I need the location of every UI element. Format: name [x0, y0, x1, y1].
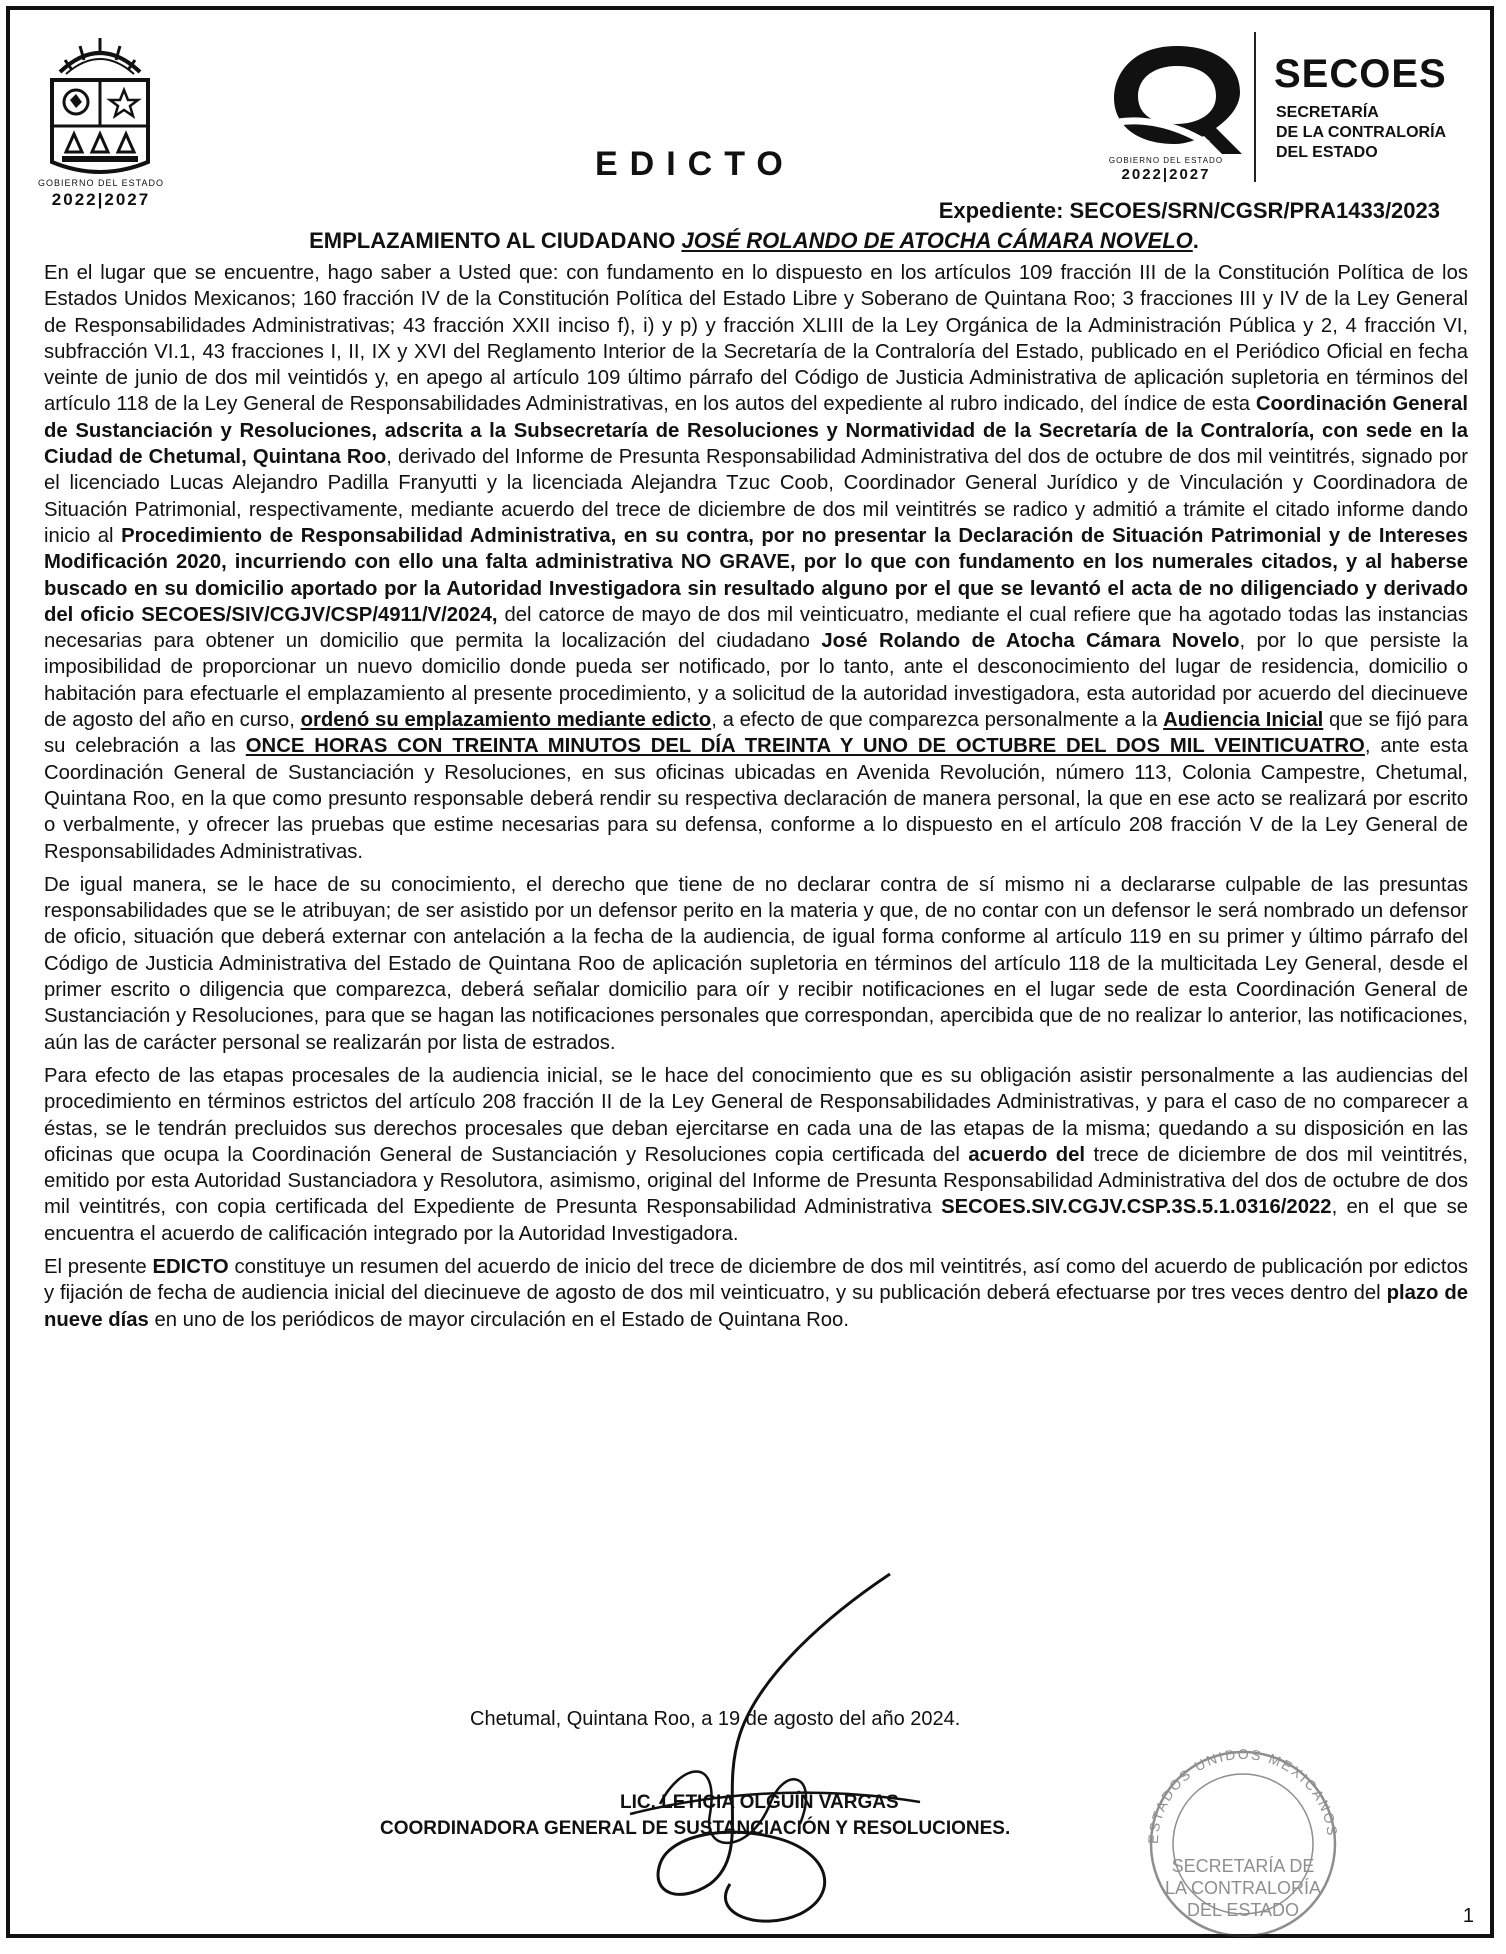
secoes-subtitle-line: DE LA CONTRALORÍA [1276, 124, 1447, 141]
state-government-label: GOBIERNO DEL ESTADO [37, 178, 165, 188]
place-and-date: Chetumal, Quintana Roo, a 19 de agosto del año 2024. [470, 1708, 961, 1730]
text-run-bold: SECOES.SIV.CGJV.CSP.3S.5.1.0316/2022 [941, 1196, 1332, 1219]
text-run-bold: EDICTO [152, 1255, 229, 1278]
text-run: , por lo que persiste la imposibilidad de proporcionar un nuevo domicilio donde pueda ser notificado, por lo tanto, ante el desconocimiento del lugar de residencia, domicilio o habitación para efectuarle el emplazamiento al presente procedimiento, y a solicitud de la autoridad investigadora, esta autoridad por acuerdo del diecinueve de agosto del año en curso, [44, 630, 1468, 732]
summons-heading [10, 228, 1498, 254]
state-government-years: 2022|2027 [51, 190, 151, 209]
text-run: , derivado del Informe de Presunta Responsabilidad Administrativa del dos de octubre de dos mil veintitrés, signado por el licenciado Lucas Alejandro Padilla Franyutti y la licenciada Alejandra Tzuc Coob, Coordinador General Jurídico y de Vinculación y Coordinadora de Situación Patrimonial, respectivamente, mediante acuerdo del trece de diciembre de dos mil veintitrés se radico y admitió a trámite el citado informe dando inicio al [44, 446, 1468, 547]
official-seal-stamp-icon [1098, 1734, 1388, 1954]
case-file-number: Expediente: SECOES/SRN/CGSR/PRA1433/2023 [938, 198, 1440, 223]
svg-text:DEL ESTADO: DEL ESTADO [1186, 1900, 1300, 1920]
svg-text:SECRETARÍA DE: SECRETARÍA DE [1171, 1856, 1315, 1876]
quintana-roo-government-label: GOBIERNO DEL ESTADO [1108, 156, 1224, 165]
paragraph-summons [44, 260, 1468, 865]
secoes-logo-text: SECOES [1274, 52, 1447, 96]
paragraph-procedural-stages [44, 1063, 1468, 1247]
secoes-subtitle [1276, 103, 1446, 163]
summoned-person-name: JOSÉ ROLANDO DE ATOCHA CÁMARA NOVELO [681, 228, 1193, 253]
quintana-roo-q-logo-icon [1092, 40, 1262, 160]
text-run: El presente [44, 1255, 153, 1278]
signer-title: COORDINADORA GENERAL DE SUSTANCIACIÓN Y RESOLUCIONES. [380, 1818, 1011, 1839]
hearing-date-time: ONCE HORAS CON TREINTA MINUTOS DEL DÍA TREINTA Y UNO DE OCTUBRE DEL DOS MIL VEINTICUATRO [245, 735, 1365, 758]
summons-heading-prefix: EMPLAZAMIENTO AL CIUDADANO [309, 228, 682, 253]
text-run: , ante esta Coordinación General de Sustanciación y Resoluciones, en sus oficinas ubicadas en Avenida Revolución, número 113, Colonia Campestre, Chetumal, Quintana Roo, en la que como presunto responsable deberá rendir su respectiva declaración de manera personal, la que en ese acto se realizará por escrito o verbalmente, y ofrecer las pruebas que estime necesarias para su defensa, conforme a lo dispuesto en el artículo 208 fracción V de la Ley General de Responsabilidades Administrativas. [44, 735, 1468, 863]
quintana-roo-government-years: 2022|2027 [1121, 166, 1211, 183]
handwritten-signature-icon [590, 1554, 950, 1934]
text-run-bold: Procedimiento de Responsabilidad Administrativa, en su contra, por no presentar la Declaración de Situación Patrimonial y de Intereses Modificación 2020, incurriendo con ello una falta administrativa NO GRAVE, por lo que con fundamento en los numerales citados, y al haberse buscado en su domicilio aportado por la Autoridad Investigadora sin resultado alguno por el que se levantó el acta de no diligenciado y derivado del oficio SECOES/SIV/CGJV/CSP/4911/V/2024, [44, 524, 1468, 626]
text-run-bold: acuerdo del [968, 1143, 1086, 1166]
text-run: en uno de los periódicos de mayor circulación en el Estado de Quintana Roo. [148, 1308, 849, 1331]
page-number: 1 [1462, 1905, 1474, 1927]
text-run: Para efecto de las etapas procesales de la audiencia inicial, se le hace del conocimiento que es su obligación asistir personalmente a las audiencias del procedimiento en términos estrictos del artículo 208 fracción II de la Ley General de Responsabilidades Administrativas, y para el caso de no comparecer a éstas, se le tendrán precluidos sus derechos procesales que deban ejercitarse en cada una de las etapas de la misma; quedando a su disposición en las oficinas que ocupa la Coordinación General de Sustanciación y Resoluciones copia certificada del [44, 1064, 1468, 1166]
summons-heading-suffix: . [1192, 228, 1199, 253]
text-run-bold-underlined: Audiencia Inicial [1163, 709, 1324, 732]
document-page [6, 6, 1494, 1938]
text-run: , en el que se encuentra el acuerdo de calificación integrado por la Autoridad Investigadora. [44, 1196, 1468, 1245]
text-run-bold: Coordinación General de Sustanciación y Resoluciones, adscrita a la Subsecretaría de Resoluciones y Normatividad de la Secretaría de la Contraloría, con sede en la Ciudad de Chetumal, Quintana Roo [44, 393, 1468, 469]
page-title: EDICTO [595, 145, 795, 183]
secoes-subtitle-line: SECRETARÍA [1276, 104, 1379, 121]
signer-name: LIC. LETICIA OLGUÍN VARGAS [620, 1792, 899, 1813]
text-run: del catorce de mayo de dos mil veinticuatro, mediante el cual refiere que ha agotado todas las instancias necesarias para obtener un domicilio que permita la localización del ciudadano [44, 603, 1468, 653]
paragraph-rights: De igual manera, se le hace de su conocimiento, el derecho que tiene de no declarar contra de sí mismo ni a declararse culpable de las presuntas responsabilidades que se le atribuyan; de ser asistido por un defensor perito en la materia y que, de no contar con un defensor le será nombrado un defensor de oficio, situación que deberá externar con antelación a la fecha de la audiencia, de igual forma conforme al artículo 119 en su primer y último párrafo del Código de Justicia Administrativa del Estado de Quintana Roo de aplicación supletoria en términos del artículo 118 de la multicitada Ley General, desde el primer escrito o diligencia que comparezca, deberá señalar domicilio para oír y recibir notificaciones en el lugar sede de esta Coordinación General de Sustanciación y Resoluciones, para que se hagan las notificaciones personales que correspondan, apercibida que de no realizar lo anterior, las notificaciones, aún las de carácter personal se realizarán por lista de estrados. [44, 873, 1468, 1054]
text-run: En el lugar que se encuentre, hago saber a Usted que: con fundamento en lo dispuesto en los artículos 109 fracción III de la Constitución Política de los Estados Unidos Mexicanos; 160 fracción IV de la Constitución Política del Estado Libre y Soberano de Quintana Roo; 3 fracciones III y IV de la Ley General de Responsabilidades Administrativas; 43 fracción XXII inciso f), i) y p) y fracción XLIII de la Ley Orgánica de la Administración Pública y 2, 4 fracción VI, subfracción VI.1, 43 fracciones I, II, IX y XVI del Reglamento Interior de la Secretaría de la Contraloría del Estado, publicado en el Periódico Oficial en fecha veinte de junio de dos mil veintidós y, en apego al artículo 109 último párrafo del Código de Justicia Administrativa de aplicación supletoria en términos del artículo 118 de la Ley General de Responsabilidades Administrativas, en los autos del expediente al rubro indicado, del índice de esta [44, 262, 1468, 416]
text-run-bold: José Rolando de Atocha Cámara Novelo [821, 630, 1240, 653]
svg-text:LA CONTRALORÍA: LA CONTRALORÍA [1164, 1878, 1322, 1898]
secoes-subtitle-line: DEL ESTADO [1276, 144, 1378, 161]
text-run-bold-underlined: ordenó su emplazamiento mediante edicto [300, 709, 712, 732]
header-divider [1254, 32, 1256, 182]
text-run: que se fijó para su celebración a las [44, 709, 1468, 758]
text-run: trece de diciembre de dos mil veintitrés, emitido por esta Autoridad Sustanciadora y Resolutora, asimismo, original del Informe de Presunta Responsabilidad Administrativa del dos de octubre de dos mil veintitrés, con copia certificada del Expediente de Presunta Responsabilidad Administrativa [44, 1143, 1468, 1219]
text-run-bold: plazo de nueve días [44, 1282, 1468, 1331]
paragraph-publication [44, 1254, 1468, 1333]
svg-text:ESTADOS UNIDOS MEXICANOS: ESTADOS UNIDOS MEXICANOS [1144, 1745, 1341, 1845]
signature-block [10, 1704, 1498, 1934]
text-run: constituye un resumen del acuerdo de inicio del trece de diciembre de dos mil veintitrés, así como del acuerdo de publicación por edictos y fijación de fecha de audiencia inicial del diecinueve de agosto de dos mil veinticuatro, y su publicación deberá efectuarse por tres veces dentro del [44, 1255, 1468, 1305]
document-body [44, 260, 1468, 1340]
text-run: , a efecto de que comparezca personalmente a la [711, 709, 1164, 732]
